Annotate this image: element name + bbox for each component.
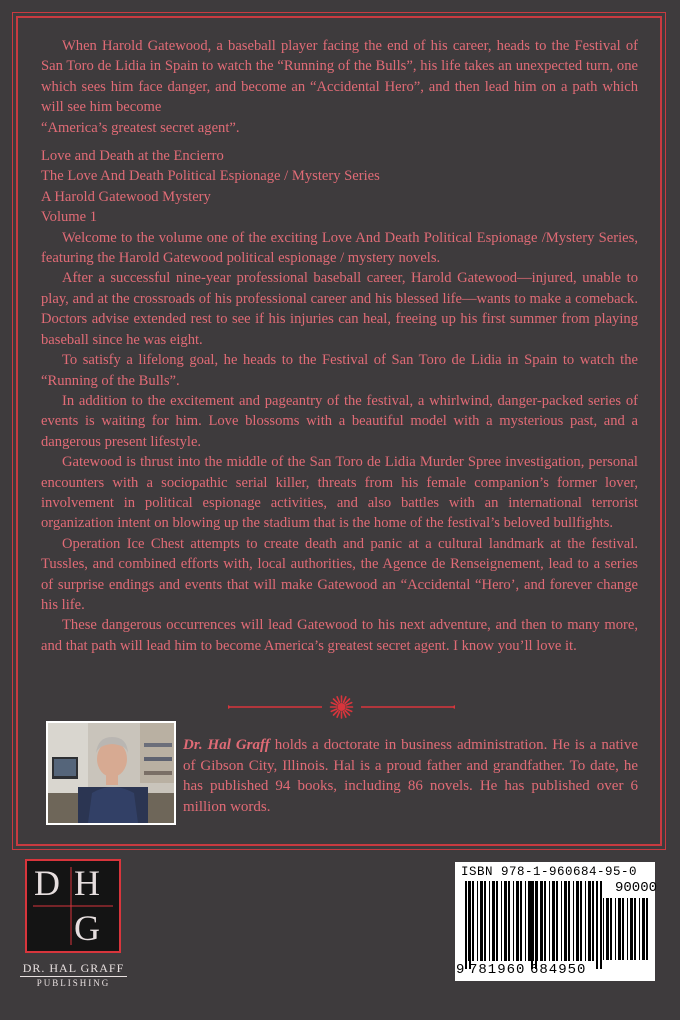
- logo-letter-h: H: [74, 863, 100, 903]
- ornament-divider: [228, 695, 455, 719]
- barcode-guard-bar: [600, 881, 602, 969]
- barcode-bar: [501, 881, 502, 961]
- barcode-bar: [477, 881, 478, 961]
- barcode-bar: [552, 881, 555, 961]
- publisher-label: PUBLISHING: [36, 978, 111, 988]
- blurb-paragraph: Welcome to the volume one of the exciting Love And Death Political Espionage /Mystery Series, featuring the Harold Gatewood political espionage / mystery novels.: [41, 229, 638, 267]
- blurb-paragraph: After a successful nine-year professional baseball career, Harold Gatewood—injured, unable to play, and at the crossroads of his professional career and his blessed life—wants to make a comeback. Doctors advise extended rest to see if his injuries can heal, freeing up his first summer from playing baseball since he was eight.: [41, 270, 638, 348]
- publisher-caption: [12, 962, 135, 988]
- author-portrait-image: [48, 723, 174, 823]
- barcode-bar: [642, 898, 645, 960]
- publisher-name: DR. HAL GRAFF: [22, 961, 125, 975]
- barcode-bar: [576, 881, 579, 961]
- barcode-bar: [516, 881, 519, 961]
- blurb-paragraph: Gatewood is thrust into the middle of the San Toro de Lidia Murder Spree investigation, personal encounters with a sociopathic serial killer, threats from his female companion’s former lover, involvement in political espionage activities, and also battles with an international terrorist organization intent on blowing up the stadium that is the home of the festival’s beloved bullfights.: [41, 454, 638, 532]
- publisher-rule: [20, 976, 127, 977]
- blurb-paragraph: To satisfy a lifelong goal, he heads to the Festival of San Toro de Lidia in Spain to watch the “Running of the Bulls”.: [41, 352, 638, 389]
- barcode-bar: [520, 881, 522, 961]
- blurb-paragraph: In addition to the excitement and pageantry of the festival, a whirlwind, danger-packed series of events is waiting for him. Love blossoms with a beautiful model with a mysterious past, and a dangerous present lifestyle.: [41, 392, 638, 450]
- barcode-bar: [504, 881, 507, 961]
- series-name-line: The Love And Death Political Espionage / Mystery Series: [41, 168, 380, 185]
- back-cover-blurb: [41, 36, 638, 656]
- author-bio-text: holds a doctorate in business administration. He is a native of Gibson City, Illinois. Hal is a proud father and grandfather. To date, he has published 94 books, including 86 novels. He has published over 6 million words.: [183, 737, 638, 815]
- barcode-bar: [610, 898, 612, 960]
- barcode-guard-bar: [535, 881, 537, 969]
- author-photo: [46, 721, 176, 825]
- barcode-bar: [480, 881, 483, 961]
- barcode-bar: [528, 881, 531, 961]
- series-subtitle-line: A Harold Gatewood Mystery: [41, 188, 211, 205]
- blurb-intro: When Harold Gatewood, a baseball player facing the end of his career, heads to the Festival of San Toro de Lidia in Spain to watch the “Running of the Bulls”, his life takes an unexpected turn, one which sees him face danger, and become an “Accidental Hero”, and then lead him on a path which will see him become: [41, 38, 638, 116]
- barcode-bar: [573, 881, 574, 961]
- barcode-bar: [564, 881, 567, 961]
- logo-grid-lines: [27, 861, 119, 951]
- blurb-paragraph: These dangerous occurrences will lead Gatewood to his next adventure, and then to many more, and that path will lead him to become America’s greatest secret agent. I know you’ll love it.: [41, 617, 638, 654]
- barcode-bar: [603, 898, 604, 960]
- isbn-barcode: [455, 862, 658, 981]
- barcode-bar: [544, 881, 546, 961]
- author-name: Dr. Hal Graff: [183, 737, 270, 753]
- barcode-bar: [627, 898, 628, 960]
- logo-letter-d: D: [34, 863, 60, 903]
- publisher-logo: [25, 859, 121, 953]
- barcode-bar: [588, 881, 591, 961]
- logo-letter-g: G: [74, 908, 100, 948]
- barcode-bar: [585, 881, 586, 961]
- barcode-bar: [537, 881, 538, 961]
- barcode-bar: [489, 881, 490, 961]
- barcode-bar: [580, 881, 582, 961]
- barcode-bar: [646, 898, 648, 960]
- barcode-bar: [492, 881, 495, 961]
- barcode-bar: [496, 881, 498, 961]
- barcode-bar: [525, 881, 526, 961]
- barcode-bar: [615, 898, 616, 960]
- barcode-bar: [606, 898, 609, 960]
- barcode-lead-digit: 9: [456, 962, 465, 978]
- blurb-intro-tail: “America’s greatest secret agent”.: [41, 119, 240, 136]
- barcode-bar: [592, 881, 594, 961]
- barcode-bar: [484, 881, 486, 961]
- barcode-bar: [540, 881, 543, 961]
- barcode-digits-right: 684950: [530, 962, 587, 978]
- blurb-paragraph: Operation Ice Chest attempts to create death and panic at a cultural landmark at the festival. Tussles, and combined efforts with, local authorities, the Agence de Renseignement, lead to a series of surprise endings and events that will make Gatewood an “Accidental “Hero’, and forever change his life.: [41, 535, 638, 613]
- barcode-bar: [508, 881, 510, 961]
- barcode-guard-bar: [465, 881, 467, 969]
- barcode-bar: [630, 898, 633, 960]
- volume-line: Volume 1: [41, 209, 98, 226]
- barcode-digits-left: 781960: [469, 962, 526, 978]
- barcode-bar: [618, 898, 621, 960]
- barcode-bar: [568, 881, 570, 961]
- barcode-bar: [639, 898, 640, 960]
- barcode-bar: [634, 898, 636, 960]
- price-code: 90000: [615, 880, 658, 896]
- barcode-bar: [556, 881, 558, 961]
- book-title-line: Love and Death at the Encierro: [41, 148, 224, 165]
- isbn-text: ISBN 978-1-960684-95-0: [461, 865, 638, 879]
- barcode-bar: [472, 881, 474, 961]
- barcode-guard-bar: [531, 881, 533, 969]
- barcode-bar: [513, 881, 514, 961]
- barcode-guard-bar: [596, 881, 598, 969]
- barcode-guard-bar: [469, 881, 471, 969]
- author-bio: [183, 735, 638, 817]
- barcode-bar: [561, 881, 562, 961]
- barcode-bar: [622, 898, 624, 960]
- barcode-bar: [549, 881, 550, 961]
